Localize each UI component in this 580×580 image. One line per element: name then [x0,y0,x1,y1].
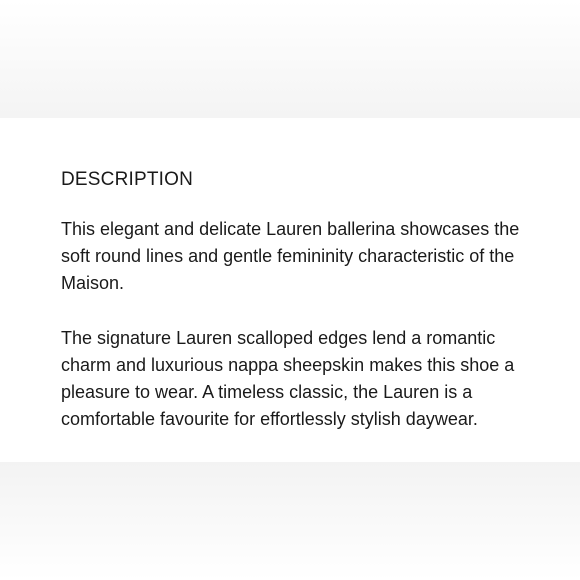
description-paragraph-1: This elegant and delicate Lauren ballerina showcases the soft round lines and gentle femininity characteristic of the Maison. [61,219,520,293]
description-paragraph-2: The signature Lauren scalloped edges lend a romantic charm and luxurious nappa sheepskin makes this shoe a pleasure to wear. A timeless classic, the Lauren is a comfortable favourite for effortlessly stylish daywear. [61,328,515,429]
top-background-fade [0,0,580,118]
description-heading: DESCRIPTION [61,169,194,190]
bottom-background-fade [0,462,580,580]
